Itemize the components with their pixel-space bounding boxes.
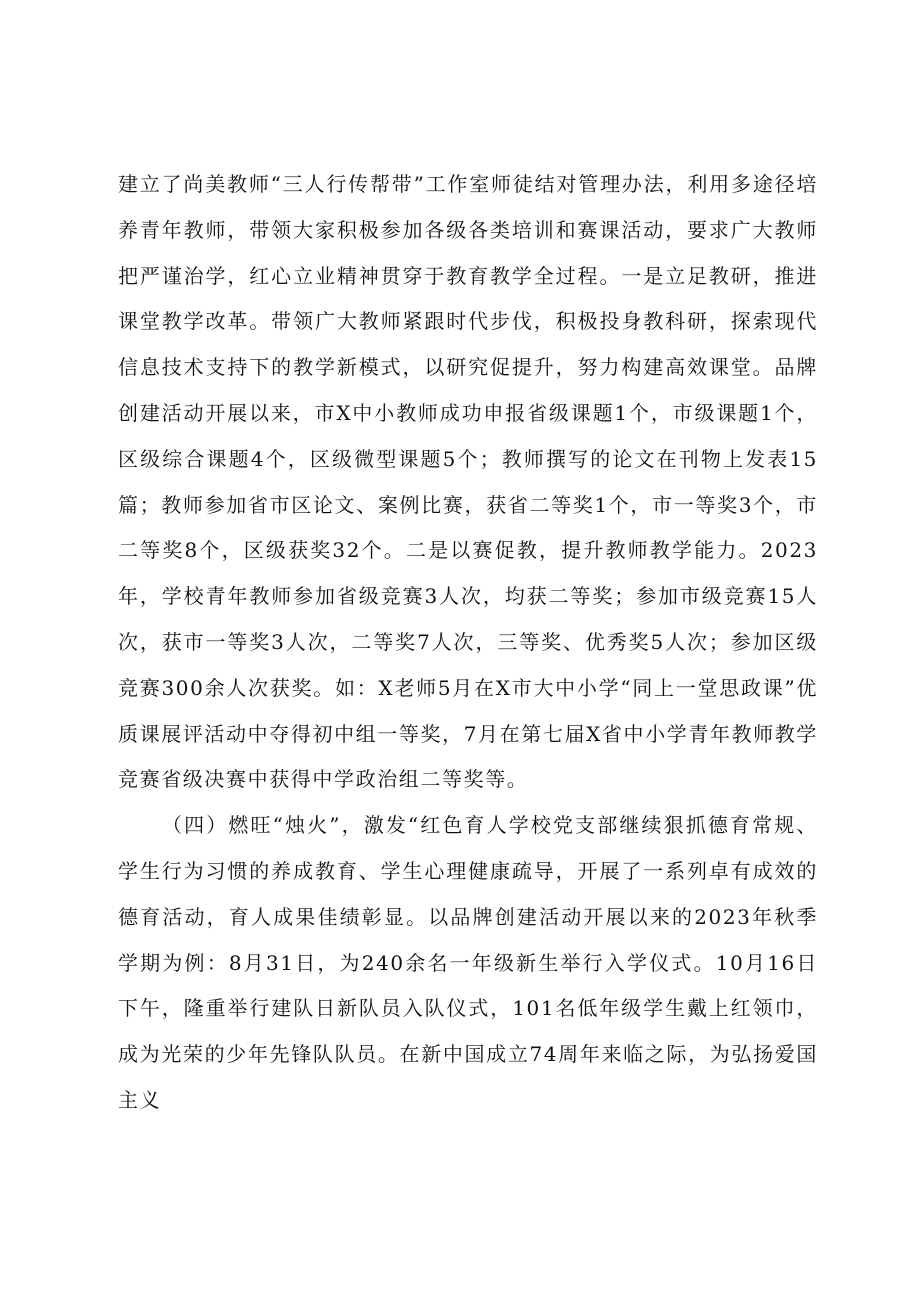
body-paragraph: （四）燃旺“烛火”，激发“红色育人学校党支部继续狠抓德育常规、学生行为习惯的养成教育、学生心理健康疏导，开展了一系列卓有成效的德育活动，育人成果佳绩彰显。以品牌创建活动开展以来的2023年秋季学期为例：8月31日，为240余名一年级新生举行入学仪式。10月16日下午，隆重举行建队日新队员入队仪式，101名低年级学生戴上红领巾，成为光荣的少年先锋队队员。在新中国成立74周年来临之际，为弘扬爱国主义 <box>118 813 818 1112</box>
body-paragraph: 建立了尚美教师“三人行传帮带”工作室师徒结对管理办法，利用多途径培养青年教师，带领大家积极参加各级各类培训和赛课活动，要求广大教师把严谨治学，红心立业精神贯穿于教育教学全过程。一是立足教研，推进课堂教学改革。带领广大教师紧跟时代步伐，积极投身教科研，探索现代信息技术支持下的教学新模式，以研究促提升，努力构建高效课堂。品牌创建活动开展以来，市X中小教师成功申报省级课题1个，市级课题1个，区级综合课题4个，区级微型课题5个；教师撰写的论文在刊物上发表15篇；教师参加省市区论文、案例比赛，获省二等奖1个，市一等奖3个，市二等奖8个，区级获奖32个。二是以赛促教，提升教师教学能力。2023年，学校青年教师参加省级竞赛3人次，均获二等奖；参加市级竞赛15人次，获市一等奖3人次，二等奖7人次，三等奖、优秀奖5人次；参加区级竞赛300余人次获奖。如：X老师5月在X市大中小学“同上一堂思政课”优质课展评活动中夺得初中组一等奖，7月在第七届X省中小学青年教师教学竞赛省级决赛中获得中学政治组二等奖等。 <box>118 172 818 792</box>
document-page <box>118 162 818 1124</box>
